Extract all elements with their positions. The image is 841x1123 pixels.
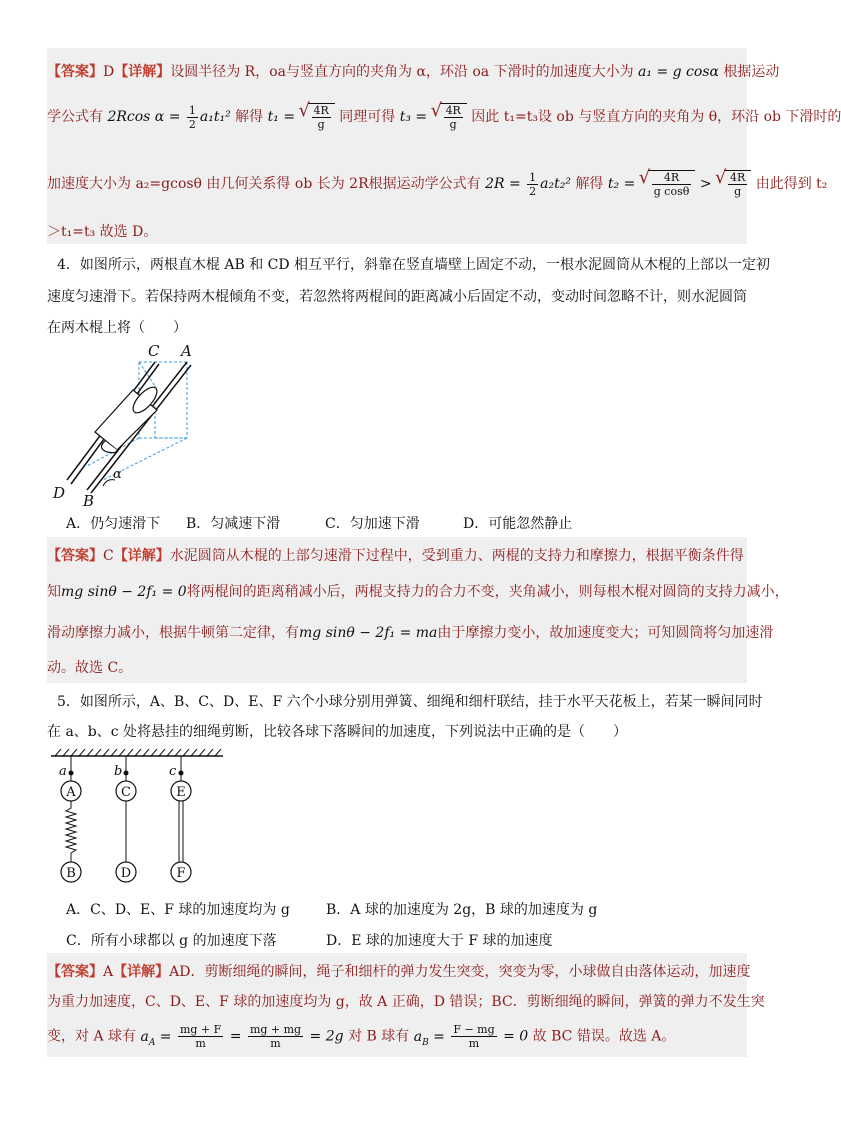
formula: a₂t₂²	[540, 176, 571, 192]
inclined-rods-figure	[47, 338, 207, 508]
answer-text: 由于摩擦力变小，故加速度变大；可知圆筒将匀加速滑	[437, 625, 774, 641]
answer-text: 因此 t₁=t₃设 ob 与竖直方向的夹角为 θ，环沿 ob 下滑时的	[471, 109, 841, 125]
formula: $a_A$ =	[140, 1028, 172, 1048]
option-c: C．匀加速下滑	[325, 516, 420, 532]
answer-text: 将两棍间的距离稍减小后，两棍支持力的合力不变，夹角减小，则每根木棍对圆筒的支持力减小，	[186, 584, 789, 600]
fraction: $\frac{F - mg}{m}$	[453, 1023, 495, 1050]
answer-text: 滑动摩擦力减小，根据牛顿第二定律，有	[47, 625, 299, 641]
figure-label-alpha: α	[113, 467, 122, 482]
answer-text: 加速度大小为 a₂=gcosθ 由几何关系得 ob 长为 2R根据运动学公式有	[47, 176, 481, 192]
answer-text: 为重力加速度，C、D、E、F 球的加速度均为 g，故 A 正确，D 错误；BC．剪断细绳的瞬间，弹簧的弹力不发生突	[47, 994, 765, 1010]
option-d: D．可能忽然静止	[463, 516, 573, 532]
answer-text: 故 BC 错误。故选 A。	[532, 1028, 676, 1045]
figure-label-a: A	[181, 342, 192, 360]
ball-label-d: D	[120, 866, 132, 881]
answer-text: 根据运动	[723, 64, 780, 80]
question-5-line: 5．如图所示，A、B、C、D、E、F 六个小球分别用弹簧、细绳和细杆联结，挂于水平天花板上，若某一瞬间同时	[57, 694, 763, 710]
answer-text: 水泥圆筒从木棍的上部匀速滑下过程中，受到重力、两棍的支持力和摩擦力，根据平衡条件得	[169, 548, 744, 564]
option-b: B．匀减速下滑	[186, 516, 281, 532]
answer-line	[47, 581, 789, 601]
answer-tag: 【答案】	[47, 964, 103, 980]
answer-block-q3	[47, 48, 841, 244]
fraction-half: $\frac{1}{2}$	[188, 103, 196, 131]
formula: 2R =	[485, 176, 521, 192]
formula: t₂ =	[607, 176, 636, 192]
answer-text: 由此得到 t₂	[755, 176, 828, 192]
ball-label-c: C	[121, 785, 131, 800]
question-4-line: 4．如图所示，两根直木棍 AB 和 CD 相互平行，斜靠在竖直墙壁上固定不动，一根水泥圆筒从木棍的上部以一定初	[57, 257, 771, 273]
formula: = 0	[503, 1028, 529, 1045]
detail-tag: 【详解】	[114, 64, 171, 80]
answer-text: ＞t₁=t₃ 故选 D。	[47, 224, 158, 240]
figure-label-b: b	[114, 764, 123, 779]
option-b: B．A 球的加速度为 2g，B 球的加速度为 g	[326, 902, 598, 918]
option-a: A．C、D、E、F 球的加速度均为 g	[66, 902, 290, 918]
fraction-half: $\frac{1}{2}$	[529, 170, 537, 198]
formula: mg sinθ − 2f₁ = ma	[299, 625, 438, 641]
answer-choice: A	[103, 964, 114, 980]
formula: t₁ =	[267, 109, 296, 125]
answer-line	[47, 545, 744, 565]
question-4-line: 速度匀速滑下。若保持两木棍倾角不变，若忽然将两棍间的距离减小后固定不动，变动时间忽略不计，则水泥圆筒	[47, 289, 747, 305]
formula: t₃ =	[399, 109, 428, 125]
answer-line	[47, 657, 132, 677]
answer-line	[47, 61, 779, 81]
answer-line	[47, 221, 157, 241]
ball-label-b: B	[66, 866, 76, 881]
figure-label-b: B	[83, 492, 95, 510]
answer-line	[47, 961, 750, 981]
answer-text: 同理可得	[339, 109, 396, 125]
answer-text: AD．剪断细绳的瞬间，绳子和细杆的弹力发生突变，突变为零，小球做自由落体运动，加速度	[169, 964, 751, 980]
answer-tag: 【答案】	[47, 64, 103, 80]
answer-choice: D	[103, 64, 115, 80]
formula: $a_B$ =	[413, 1028, 445, 1048]
formula: a₁t₁²	[199, 109, 231, 125]
detail-tag: 【详解】	[113, 548, 170, 564]
formula: a₁ = g cosα	[638, 64, 719, 80]
sqrt-expression: √ $\frac{4R}{g}$	[308, 103, 335, 131]
answer-text: 动。故选 C。	[47, 660, 133, 676]
answer-choice: C	[103, 548, 114, 564]
answer-line	[47, 170, 827, 198]
answer-text: 解得	[235, 109, 264, 125]
answer-text: 变，对 A 球有	[47, 1028, 137, 1045]
figure-label-c: C	[148, 342, 160, 360]
detail-tag: 【详解】	[113, 964, 170, 980]
figure-label-a: a	[59, 764, 67, 779]
fraction: $\frac{mg + mg}{m}$	[249, 1023, 302, 1050]
answer-line	[47, 622, 773, 642]
ball-label-e: E	[176, 785, 186, 800]
sqrt-expression: √ $\frac{4R}{g}$	[724, 170, 751, 198]
option-c: C．所有小球都以 g 的加速度下落	[66, 933, 277, 949]
answer-block-q4	[47, 537, 789, 683]
answer-text: 学公式有	[47, 109, 103, 125]
formula: >	[699, 176, 712, 192]
question-5-line: 在 a、b、c 处将悬挂的细绳剪断，比较各球下落瞬间的加速度，下列说法中正确的是（ ）	[47, 724, 628, 740]
answer-block-q5	[47, 953, 765, 1057]
answer-text: 知	[47, 584, 61, 600]
question-4-line: 在两木棍上将（ ）	[47, 320, 187, 336]
ball-label-f: F	[176, 866, 186, 881]
formula: = 2g	[309, 1028, 344, 1045]
answer-line	[47, 103, 841, 131]
answer-text: 设圆半径为 R，oa与竖直方向的夹角为 α，环沿 oa 下滑时的加速度大小为	[170, 64, 634, 80]
answer-line	[47, 991, 765, 1011]
formula: =	[229, 1028, 242, 1045]
answer-tag: 【答案】	[47, 548, 103, 564]
option-d: D．E 球的加速度大于 F 球的加速度	[326, 933, 553, 949]
answer-text: 对 B 球有	[348, 1028, 410, 1045]
sqrt-expression: √ $\frac{4R}{\text{g cosθ}}$	[648, 170, 696, 198]
hanging-balls-figure	[47, 748, 227, 888]
answer-text: 解得	[575, 176, 604, 192]
ball-label-a: A	[66, 785, 76, 800]
figure-label-c: c	[169, 764, 177, 779]
sqrt-expression: √ $\frac{4R}{g}$	[440, 103, 467, 131]
formula: mg sinθ − 2f₁ = 0	[61, 584, 187, 600]
option-a: A．仍匀速滑下	[66, 516, 161, 532]
answer-line	[47, 1023, 675, 1050]
figure-label-d: D	[53, 484, 66, 502]
fraction: $\frac{mg + F}{m}$	[179, 1023, 222, 1050]
formula: 2Rcos α =	[107, 109, 181, 125]
